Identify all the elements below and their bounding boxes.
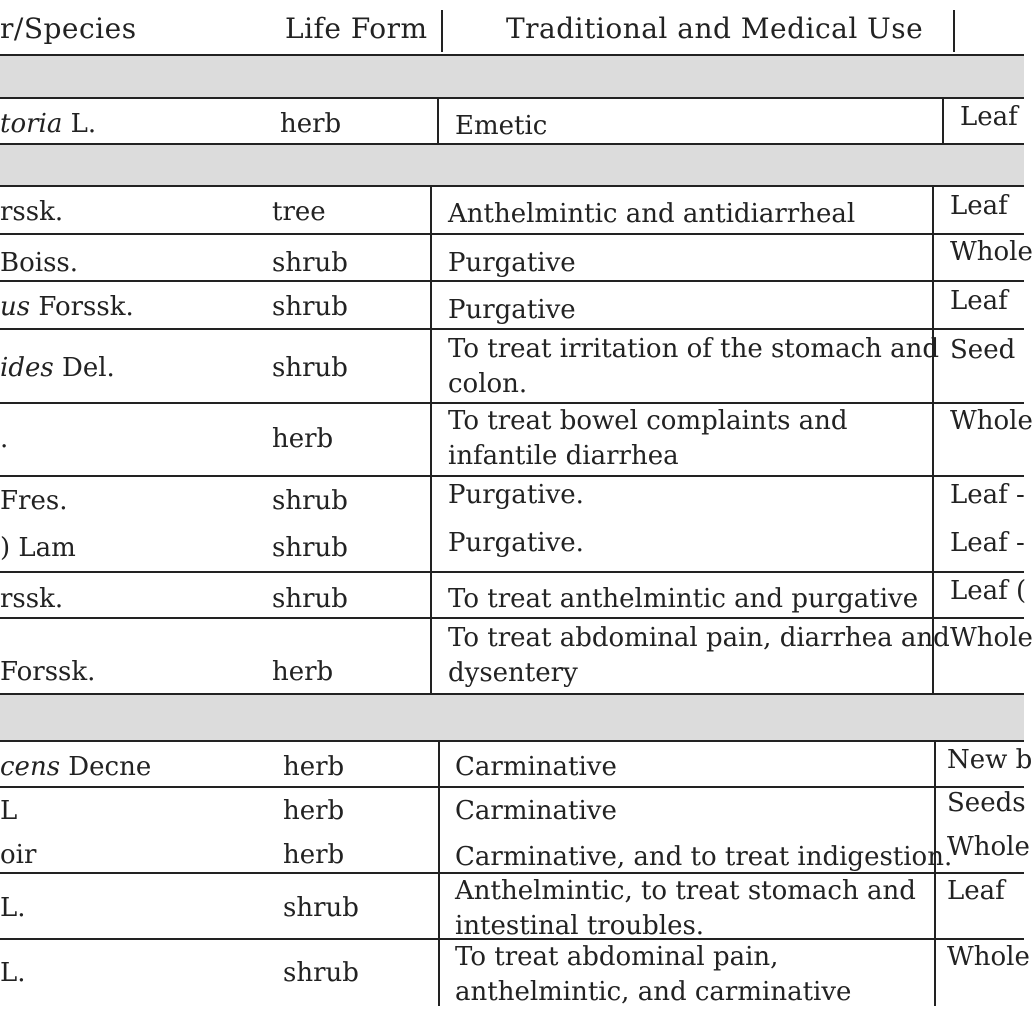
species-cell: us Forssk. [0, 292, 134, 322]
family-band [0, 145, 1024, 185]
part-used-cell: Leaf [950, 191, 1008, 221]
use-cell: Purgative. [448, 480, 584, 510]
part-used-cell: Seeds [947, 788, 1026, 818]
species-cell: Fres. [0, 486, 68, 516]
use-cell: Anthelmintic, to treat stomach and intestinal troubles. [455, 876, 916, 941]
life-form-cell: shrub [272, 584, 348, 614]
species-cell: oir [0, 840, 37, 870]
life-form-cell: shrub [272, 353, 348, 383]
table-rule [0, 571, 1024, 573]
part-used-cell: Leaf [950, 286, 1008, 316]
use-cell: Purgative. [448, 528, 584, 558]
table-rule [0, 475, 1024, 477]
part-used-cell: Leaf ( [950, 576, 1027, 606]
family-band [0, 695, 1024, 740]
header-traditional-medical-use: Traditional and Medical Use [506, 12, 924, 45]
table-rule [0, 185, 1024, 187]
use-cell: To treat abdominal pain, diarrhea and dysentery [448, 623, 950, 688]
use-cell: Carminative, and to treat indigestion. [455, 842, 953, 872]
table-rule [0, 54, 1024, 56]
part-used-cell: Leaf [960, 102, 1018, 132]
use-cell: To treat bowel complaints and infantile diarrhea [448, 406, 848, 471]
family-band [0, 55, 1024, 97]
header-species: r/Species [0, 12, 137, 45]
species-cell: cens Decne [0, 752, 152, 782]
use-cell: Purgative [448, 295, 576, 325]
table-rule [0, 740, 1024, 742]
part-used-cell: Leaf [947, 876, 1005, 906]
column-rule [430, 187, 432, 693]
table-rule [0, 97, 1024, 99]
column-rule [441, 10, 443, 52]
life-form-cell: shrub [272, 533, 348, 563]
column-rule [438, 742, 440, 1006]
table-rule [0, 617, 1024, 619]
life-form-cell: herb [272, 424, 334, 454]
life-form-cell: herb [283, 752, 345, 782]
use-cell: Carminative [455, 752, 617, 782]
column-rule [953, 10, 955, 52]
life-form-cell: shrub [272, 248, 348, 278]
header-life-form: Life Form [285, 12, 428, 45]
part-used-cell: New b [947, 745, 1033, 775]
life-form-cell: shrub [283, 958, 359, 988]
use-cell: Carminative [455, 796, 617, 826]
species-cell: ides Del. [0, 353, 115, 383]
life-form-cell: herb [280, 109, 342, 139]
table-rule [0, 693, 1024, 695]
column-rule [437, 99, 439, 143]
species-cell: ) Lam [0, 533, 76, 563]
species-cell: Boiss. [0, 248, 79, 278]
part-used-cell: Whole [950, 237, 1033, 267]
column-rule [932, 187, 934, 693]
use-cell: Emetic [455, 111, 548, 141]
table-rule [0, 328, 1024, 330]
life-form-cell: shrub [272, 486, 348, 516]
table-rule [0, 786, 1024, 788]
part-used-cell: Whole [947, 942, 1030, 972]
part-used-cell: Leaf - [950, 480, 1025, 510]
column-rule [942, 99, 944, 143]
part-used-cell: Seed [950, 335, 1016, 365]
species-cell: . [0, 424, 9, 454]
table-rule [0, 233, 1024, 235]
species-cell: rssk. [0, 197, 64, 227]
column-rule [934, 742, 936, 1006]
life-form-cell: herb [283, 840, 345, 870]
species-cell: L. [0, 893, 26, 923]
life-form-cell: herb [283, 796, 345, 826]
species-cell: Forssk. [0, 657, 96, 687]
use-cell: To treat abdominal pain, anthelmintic, and carminative [455, 942, 852, 1007]
use-cell: Purgative [448, 248, 576, 278]
part-used-cell: Leaf - [950, 528, 1025, 558]
species-cell: rssk. [0, 584, 64, 614]
part-used-cell: Whole [950, 406, 1033, 436]
table-rule [0, 143, 1024, 145]
species-cell: L [0, 796, 18, 826]
use-cell: To treat irritation of the stomach and colon. [448, 334, 940, 399]
table-rule [0, 280, 1024, 282]
use-cell: To treat anthelmintic and purgative [448, 584, 919, 614]
species-cell: toria L. [0, 109, 97, 139]
life-form-cell: shrub [283, 893, 359, 923]
life-form-cell: shrub [272, 292, 348, 322]
part-used-cell: Whole [947, 832, 1030, 862]
life-form-cell: herb [272, 657, 334, 687]
species-cell: L. [0, 958, 26, 988]
use-cell: Anthelmintic and antidiarrheal [448, 199, 856, 229]
life-form-cell: tree [272, 197, 326, 227]
part-used-cell: Whole [950, 623, 1033, 653]
